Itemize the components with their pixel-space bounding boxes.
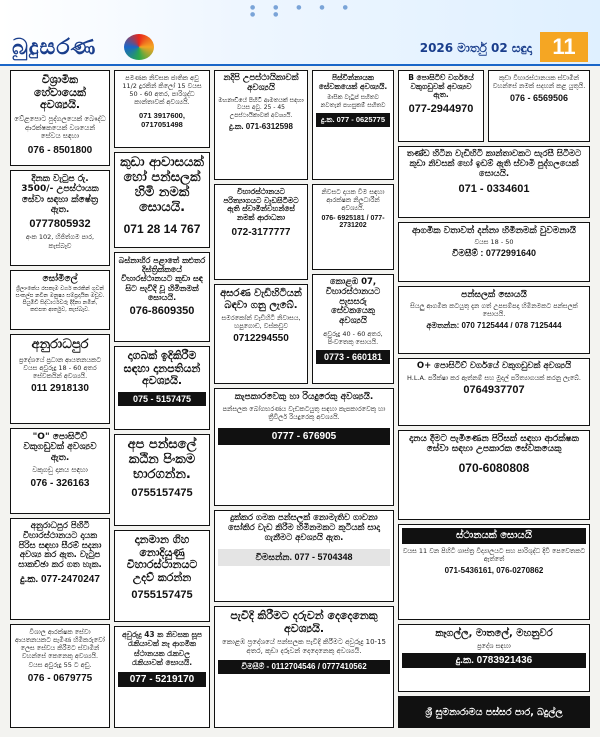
classified-ad xyxy=(10,334,110,424)
ad-title: "O" පොසිටිව් වකුගඩුවක් අවශ්‍යව ඇත. xyxy=(23,432,97,463)
ad-title: පිස්වින්නායක සේවකයෙක් අවශ්‍යයි. xyxy=(318,73,388,91)
ad-phone: 0777805932 xyxy=(29,218,91,231)
ad-title: ශ්‍රී සුමනාරාමය පස්සර පාර, බදුල්ල xyxy=(425,707,563,718)
classified-ad xyxy=(398,430,590,520)
ad-body: අවුරුදු 40 - 60 අතර, පිංවතෙකු සොයයි. xyxy=(323,329,383,346)
ad-body: සමරකෝන් වැඩිහිටි නිවාසය, හපුගොඩ, වස්කඩුව xyxy=(221,314,301,331)
classified-ad xyxy=(214,70,308,180)
classified-ad xyxy=(10,270,110,330)
decorative-dots: ● ● ● ● ● ● ● xyxy=(250,4,356,18)
issue-date: 2026 මාර්තු 02 සඳුදා xyxy=(419,41,532,55)
classified-ad xyxy=(114,346,210,430)
ad-phone: 0764937707 xyxy=(463,383,525,396)
ad-body: කුඩා විහාරස්ථානයක ස්වාමීන් වහන්සේ නමක් සදහන් කළ යුතුයි. xyxy=(492,74,586,91)
classified-ad xyxy=(114,252,210,342)
ad-phone: දු.ක. 071-6312598 xyxy=(229,122,293,132)
ad-phone: 075 - 5157475 xyxy=(118,392,206,406)
page-number: 11 xyxy=(540,32,588,62)
ad-phone: දු.ක. 077-2470247 xyxy=(20,573,100,585)
classified-ad xyxy=(398,696,590,728)
ad-title: දාගබක් ඉදිකිරීම සඳහා දානපතියන් අවශ්‍යයි. xyxy=(123,349,201,388)
classified-ad xyxy=(214,388,394,506)
classified-ad xyxy=(114,152,210,248)
classified-ad xyxy=(398,222,590,282)
classified-ad xyxy=(114,434,210,526)
logo-swirl-icon xyxy=(124,34,154,60)
ad-title: කෑගල්ල, මාතලේ, මහනුවර xyxy=(435,628,553,639)
ad-body: මහනාඩියේ පිහිටි ආමතයක් සඳහා වයස අවු. 25 - 45 උපස්ථායිකාවක් අවශ්‍යයි. xyxy=(218,96,304,119)
classified-ad xyxy=(398,524,590,620)
classified-ad xyxy=(214,284,308,384)
page-header xyxy=(0,0,600,66)
ad-phone: 011 2918130 xyxy=(31,383,89,395)
ad-body: වයස 18 - 50 xyxy=(474,238,514,247)
ad-body: ප්‍රදේශ සඳහා xyxy=(477,641,511,650)
ad-phone: 076 - 326163 xyxy=(30,477,90,489)
ad-title: O+ පොසිටිව් වර්ගයේ වකුගඩුවක් අවශ්‍යයි xyxy=(416,361,572,371)
newspaper-logo xyxy=(12,34,154,62)
classified-ad xyxy=(398,358,590,426)
classified-ad xyxy=(312,274,394,384)
ad-phone: 0773 - 660181 xyxy=(316,350,390,364)
classified-ad xyxy=(214,184,308,280)
logo-text: බුදුසරණ xyxy=(12,34,97,59)
ad-phone: 077-2944970 xyxy=(408,102,474,115)
ad-phone: දු.ක. 0783921436 xyxy=(402,653,586,668)
ad-body: සියලු ආගමික කටයුතු දැන ගත් උපසම්පදා හිමිනමකට පන්සලක් සොයයි. xyxy=(410,302,578,319)
classified-ad xyxy=(214,510,394,602)
classified-ad xyxy=(114,626,210,728)
ad-title: විශ්‍රාමික හේවායෙක් අවශ්‍යයි. xyxy=(33,73,86,112)
ad-title: දානය දීමට පැමිණෙන පිරිසක් සඳහා ආරක්ෂක සේවා සඳහා උපකාරක සේවකයෙකු xyxy=(409,434,579,455)
header-rule xyxy=(0,64,600,66)
ad-title: නදිපි උපස්ථායිකාවක් අවශ්‍යයි xyxy=(223,73,299,93)
ad-title: බස්නාහිර පළාතේ කළුතර දිස්ත්‍රික්කයේ විහාරස්ථානයට කුඩා සඳ සිට පැවිදි වූ හිමිනමක් සොයයි. xyxy=(118,256,206,302)
ad-title: සෝමීලේ xyxy=(42,274,78,284)
ad-title: දානමාන ගිහ නොදියුණු විහාරස්ථානයට උදව් කරන්න xyxy=(126,533,198,584)
classified-ad xyxy=(312,184,394,270)
ad-phone: 077 - 5219170 xyxy=(118,672,206,687)
ad-title: ස්ථානයක් සොයයි xyxy=(402,528,586,544)
ad-phone: විමසන්න. 077 - 5704348 xyxy=(218,549,390,566)
ad-title: අප පන්සලේ කඨින පිංකම භාරගන්න. xyxy=(127,437,197,482)
ad-body: විශාල ආරක්ෂක සේවා ආයතනයකට පැමිණ හිමිකරුවෝ ලෙස සේවය කිරීමට ස්වාමීන් වහන්සේ කෙනෙකු අවශ්‍යයි. වයස අවුරුදු 55 ට අඩු. xyxy=(15,628,105,669)
classified-ad xyxy=(312,70,394,180)
ad-phone: 0777 - 676905 xyxy=(218,428,390,445)
ad-title: අනුරාධපුර පිහිටි විහාරස්ථානයට දායක පිරිස සඳහා සීරම් සදනා අවශ්‍ය කර ඇත. වැටුප සාකච්ඡා කර ගත හැක. xyxy=(18,521,102,571)
ad-title: කොළඹ 07, විහාරස්ථානයට පැසසරු සේවකයෙකු අවශ්‍යයි xyxy=(325,277,381,327)
ad-title: අනුරාධපුර xyxy=(31,337,89,352)
ad-phone: 071 3917600, 0717051498 xyxy=(139,110,185,129)
classified-ad xyxy=(398,70,484,142)
ad-title: විහාරස්ථානයට පරිත්‍යාගයට වැඩසිටීමට ඇති ස්වාමින්වහන්සේ නමක් ආරාධනා xyxy=(223,187,299,222)
ad-phone: 076- 6925181 / 077-2731202 xyxy=(321,215,385,230)
classified-ad xyxy=(398,624,590,692)
classified-ad xyxy=(10,70,110,166)
classified-ad xyxy=(398,286,590,354)
ad-body: පන්සලක බෝගභරණය වැඩකටයුතු සඳහා කැපකාරවෙකු හා ත්‍රීවීලර් රියදුරෙකු අවශ්‍යයි. xyxy=(222,405,386,422)
ad-body: කොළඹ ප්‍රදේශයේ පන්සලක පැවිදි කිරීමට අවුරුදු 10-15 අතර, කුඩා දරුවන් දෙදෙනෙකු අවශ්‍යයි. xyxy=(222,638,386,656)
ad-title: පන්සලක් සොයයි xyxy=(461,290,527,300)
ad-phone: 070-6080808 xyxy=(458,460,530,475)
ad-title: තණ්ඩ හිටින වැඩිහිටි කාන්තාවකට සැරසී සිටීමට කුඩා නිවසක් හෝ ඉඩම් ඇති ස්වාමි පුද්ගලයෙක් සොයයි. xyxy=(406,149,582,179)
ad-body: මාසික වැටුප් සහිතව නවතැන් පහසුකම් සහිතව xyxy=(320,94,386,109)
ad-title: දුක්කර ගමක පන්සලක් නොමැතිව ගාවනා සෝකිර වැඩ කිරීම හිමිනමකට කුටියක් සාදා ගැනීමට අවශ්‍යයි ඇත. xyxy=(228,513,380,543)
ad-body: නිවසට දායක වීම සඳහා ආරක්ෂක නිලධාරීන් අවශ්‍යයි. xyxy=(321,188,385,213)
ad-body: වයස 11 වන පිහිටි ශාස්ත්‍ර විද්‍යාලයට සහ පාරිශුද්ධ දිවි පෙවෙතකට ඇත්තේ xyxy=(402,546,586,563)
classified-ad xyxy=(114,70,210,148)
ad-phone: 071-5436161, 076-0270862 xyxy=(444,565,544,575)
classified-ad xyxy=(488,70,590,142)
ad-phone: 076-8609350 xyxy=(129,304,195,317)
ad-body: වේළපොට පුද්ගලයෙක් බෞද්ධ ආරක්ෂකයෙක් වශයෙන් සේවය සඳහා xyxy=(14,114,106,141)
ad-body: ප්‍රදේශයේ ප්‍රධාන ආයතනයකට වයස අවුරුදු 18 - 60 අතර සේවකයින් අවශ්‍යයි. xyxy=(18,355,102,381)
ad-title: කුඩා ආවාසයක් හෝ පන්සලක් හිමි නමක් සොයයි. xyxy=(120,155,204,215)
ad-body: වකුගඩු දානය සඳහා xyxy=(32,466,88,475)
ad-body: H.L.A. පරීක්ෂා කර ඇත්නම් සහ මුදල් පරිත්‍යාගයක් කරනු ලැබේ. xyxy=(407,373,581,382)
ad-phone: 076 - 0679775 xyxy=(27,672,93,684)
ad-phone: 076 - 6569506 xyxy=(509,93,569,104)
ad-phone: 0755157475 xyxy=(131,588,193,601)
ad-title: B පොසිටිව් වර්ගයේ වකුගඩුවක් අවශ්‍යව ඇත. xyxy=(408,73,474,100)
ad-phone: විමසීම් - 0112704546 / 0777410562 xyxy=(218,660,390,674)
classified-ad xyxy=(10,624,110,728)
ad-phone: විමසීම් : 0772991640 xyxy=(452,248,536,259)
ad-phone: 0712294550 xyxy=(233,333,289,345)
ad-title: අසරණ වැඩිහිටියන් බඳවා ගනු ලැබේ. xyxy=(220,288,302,311)
classified-ad xyxy=(10,170,110,266)
ad-title: දිනක වැටුප රු. 3500/- උපස්ථායක සේවා සඳහා ක්ෂේත්‍ර ඇත. xyxy=(21,174,99,216)
classified-ad xyxy=(398,146,590,218)
classified-ad xyxy=(10,518,110,620)
ad-phone: දු.ක. 077 - 0625775 xyxy=(316,113,390,127)
ad-body: අංක 102, හිජිත්ගම පාර, කැස්බෑව xyxy=(25,233,95,250)
ad-title: කැපකාරවෙකු හා රියදුරෙකු අවශ්‍යයි. xyxy=(234,392,374,402)
classified-ad xyxy=(114,530,210,622)
ad-phone: අමතන්න: 070 7125444 / 078 7125444 xyxy=(426,320,562,330)
ad-phone: 071 - 0334601 xyxy=(458,183,530,196)
ad-body: අවුරුදු 43 ක නිවසක සූප රැකියාවක් නෑ ආගමික ස්ථානයක රැකවල රැකියාවක් සොයයි. xyxy=(121,630,203,668)
ad-body: ශ්‍රීලාංකේය රසකෑම වර්ග කරකින් ගුවන් සංකල්ප නවීන මනුෂ්‍ය සම්ප්‍රදායික මඩුව. පියුමිඩි සිද්ධාර්ථවරු දිදිනා නමින්, කළුපත ආර්තුව, කැස්බෑව. xyxy=(15,286,105,313)
ad-phone: 071 28 14 767 xyxy=(123,221,201,236)
classified-ad xyxy=(214,606,394,728)
ad-body: පමණක නිවසක ජාතික අවු 11/2 දුරකින් කිලෝ 15 වයස 50 - 60 අතර, පාරිශුද්ධ කාන්තාවක් අවශ්‍යයි. xyxy=(122,74,202,107)
ad-title: ආගමික වතාවත් දන්නා හිමිනමක් වුවමනායි xyxy=(412,226,576,236)
ad-phone: 072-3177777 xyxy=(231,226,291,238)
ad-title: පැවිදි කිරීමට දරුවන් දෙදෙනෙකු අවශ්‍යයි. xyxy=(230,609,378,635)
ad-phone: 0755157475 xyxy=(131,486,193,499)
classified-ad xyxy=(10,428,110,514)
ad-phone: 076 - 8501800 xyxy=(27,145,93,157)
